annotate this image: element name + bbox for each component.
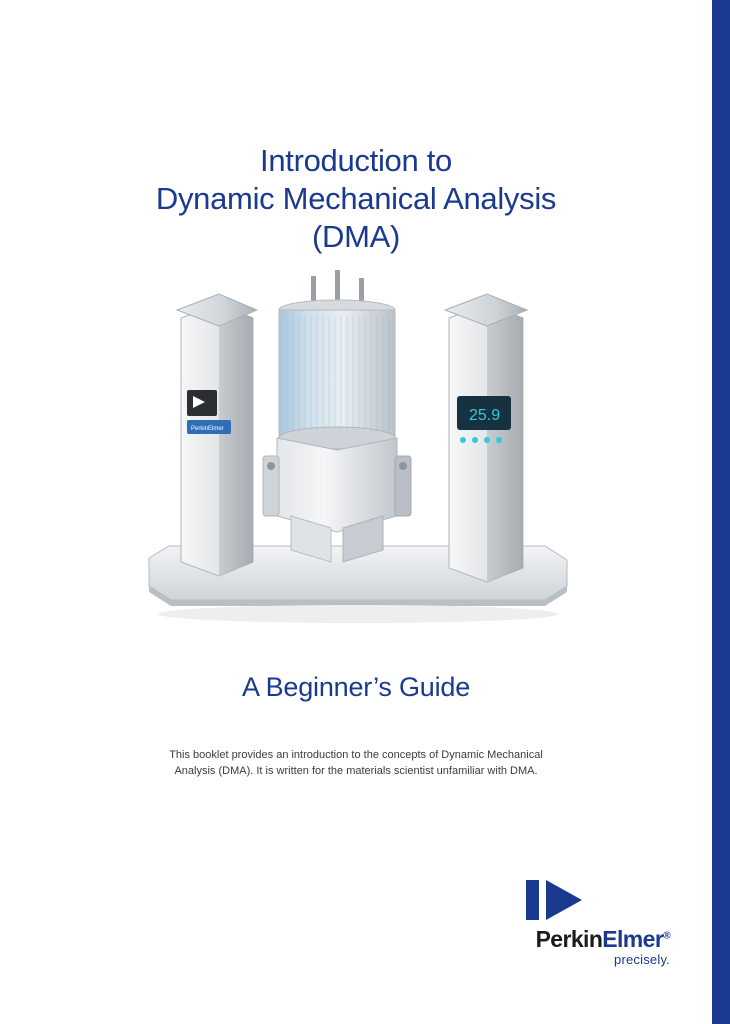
left-tower-module: [177, 294, 257, 576]
document-subtitle: A Beginner’s Guide: [241, 672, 471, 702]
title-line-1: Introduction to: [260, 143, 452, 178]
temperature-readout: 25.9: [469, 407, 501, 424]
right-edge-bar: [712, 0, 730, 1024]
title-line-3: (DMA): [311, 219, 401, 254]
furnace-assembly: [263, 270, 411, 562]
logo-brand-second: Elmer: [602, 926, 664, 952]
right-tower-module: [445, 294, 527, 582]
logo-tagline: precisely.: [614, 952, 670, 967]
left-module-label: PerkinElmer: [191, 426, 224, 432]
page-title: [0, 142, 712, 256]
document-abstract: This booklet provides an introduction to the concepts of Dynamic Mechanical Analysis (DMA). It is written for the materials scientist unfamiliar with DMA.: [169, 749, 543, 777]
title-line-2: Dynamic Mechanical Analysis: [155, 181, 557, 216]
perkinelmer-logo: [498, 880, 670, 966]
logo-brand-first: Perkin: [535, 926, 603, 952]
logo-trademark: ®: [663, 930, 670, 942]
perkinelmer-triangle-icon: [526, 880, 586, 922]
perkinelmer-wordmark: [498, 926, 670, 953]
dma-instrument-photo: [131, 270, 583, 648]
instrument-illustration: [131, 270, 583, 648]
